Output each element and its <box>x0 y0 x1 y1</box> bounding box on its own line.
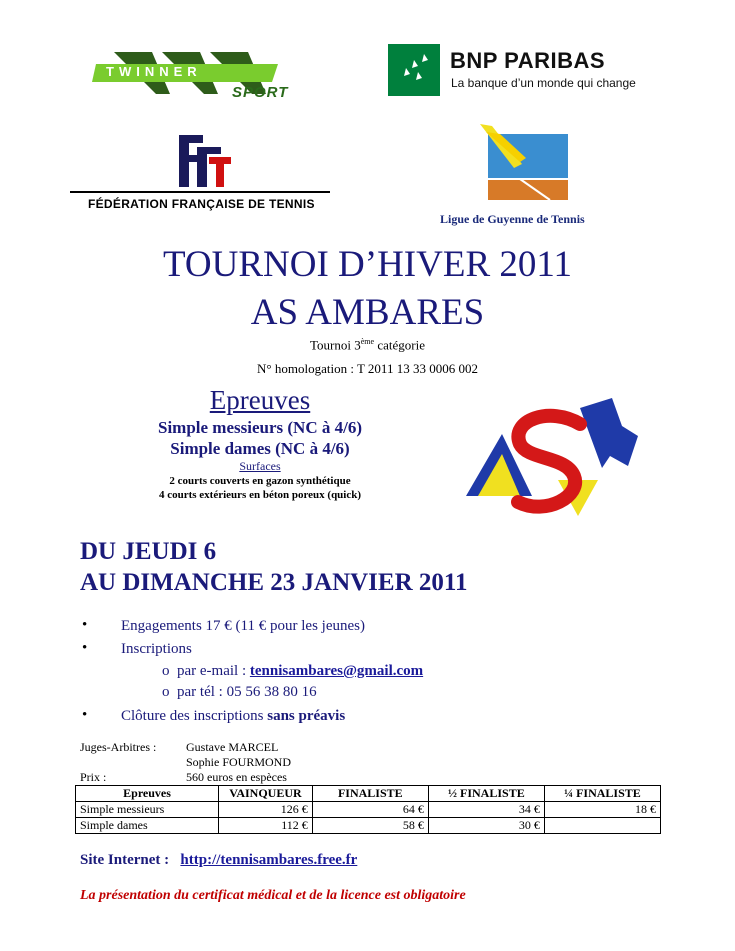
cloture-bold: sans préavis <box>267 708 346 724</box>
engagements: Engagements 17 € (11 € pour les jeunes) <box>121 618 365 634</box>
cloture-prefix: Clôture des inscriptions <box>121 708 268 724</box>
fft-logo <box>70 133 332 213</box>
prize-table <box>75 785 661 834</box>
tournoi-suffix: catégorie <box>374 337 425 353</box>
dates-line-1: DU JEUDI 6 <box>80 538 217 565</box>
tournoi-prefix: Tournoi 3 <box>310 337 361 353</box>
footer-notice: La présentation du certificat médical et de la licence est obligatoire <box>80 888 466 903</box>
bullet-dot: • <box>82 640 88 656</box>
fft-divider <box>70 191 330 193</box>
bnp-stars-icon <box>388 44 440 96</box>
epreuves-block <box>120 383 400 502</box>
title-line-1: TOURNOI D’HIVER 2011 <box>162 244 573 285</box>
bnp-paribas-logo <box>388 44 658 98</box>
epreuves-heading: Epreuves <box>209 385 311 415</box>
circle-bullet-icon: o <box>162 684 177 700</box>
site-internet <box>80 852 357 869</box>
juges-label: Juges-Arbitres : <box>80 740 157 754</box>
cloture <box>121 708 345 725</box>
site-link[interactable]: http://tennisambares.free.fr <box>180 852 358 868</box>
epreuve-messieurs: Simple messieurs (NC à 4/6) <box>158 418 362 437</box>
inscriptions: Inscriptions <box>121 641 192 657</box>
inscription-email <box>162 663 423 680</box>
surfaces-label: Surfaces <box>239 459 281 473</box>
ligue-court-icon <box>480 124 570 204</box>
court-line-1: 2 courts couverts en gazon synthétique <box>169 475 351 487</box>
juge-2: Sophie FOURMOND <box>186 755 292 769</box>
table-cell: 58 € <box>312 818 428 834</box>
table-cell: 18 € <box>544 802 660 818</box>
table-header: ¼ FINALISTE <box>544 786 660 802</box>
site-label: Site Internet : <box>80 852 170 868</box>
table-header: FINALISTE <box>312 786 428 802</box>
inscription-tel <box>162 684 317 701</box>
tournoi-categorie <box>0 337 735 353</box>
table-cell: 64 € <box>312 802 428 818</box>
table-cell: Simple dames <box>76 818 219 834</box>
ligue-name: Ligue de Guyenne de Tennis <box>440 212 585 226</box>
tournoi-sup: ème <box>360 337 375 346</box>
epreuve-dames: Simple dames (NC à 4/6) <box>170 439 350 458</box>
table-row <box>76 818 661 834</box>
bnp-tagline: La banque d’un monde qui change <box>451 76 636 90</box>
court-line-2: 4 courts extérieurs en béton poreux (quick) <box>158 489 362 501</box>
table-cell: 112 € <box>219 818 313 834</box>
club-logo-icon <box>462 396 642 526</box>
table-row <box>76 802 661 818</box>
bnp-name: BNP PARIBAS <box>450 48 606 73</box>
prix-label: Prix : <box>80 770 107 784</box>
fft-name: FÉDÉRATION FRANÇAISE DE TENNIS <box>88 197 315 211</box>
title-line-2: AS AMBARES <box>250 292 485 333</box>
table-cell: 34 € <box>428 802 544 818</box>
twinner-sport-text: SPORT <box>232 84 289 101</box>
juge-1: Gustave MARCEL <box>186 740 279 754</box>
bullet-dot: • <box>82 617 88 633</box>
prix-value: 560 euros en espèces <box>186 770 287 784</box>
tel-text: par tél : 05 56 38 80 16 <box>177 684 317 700</box>
email-link[interactable]: tennisambares@gmail.com <box>249 663 424 679</box>
table-cell: Simple messieurs <box>76 802 219 818</box>
table-header: Epreuves <box>76 786 219 802</box>
email-prefix: par e-mail : <box>177 663 250 679</box>
ligue-guyenne-logo <box>436 124 626 228</box>
dates-line-2: AU DIMANCHE 23 JANVIER 2011 <box>80 569 468 596</box>
twinner-sport-logo <box>92 50 327 108</box>
twinner-w-shape-icon <box>92 50 327 108</box>
table-header: ½ FINALISTE <box>428 786 544 802</box>
circle-bullet-icon: o <box>162 663 177 679</box>
table-header: VAINQUEUR <box>219 786 313 802</box>
homologation: N° homologation : T 2011 13 33 0006 002 <box>257 361 478 376</box>
table-header-row <box>76 786 661 802</box>
twinner-word: TWINNER <box>106 64 202 79</box>
table-cell: 126 € <box>219 802 313 818</box>
table-cell: 30 € <box>428 818 544 834</box>
table-cell <box>544 818 660 834</box>
fft-emblem-icon <box>175 133 235 189</box>
bullet-dot: • <box>82 707 88 723</box>
